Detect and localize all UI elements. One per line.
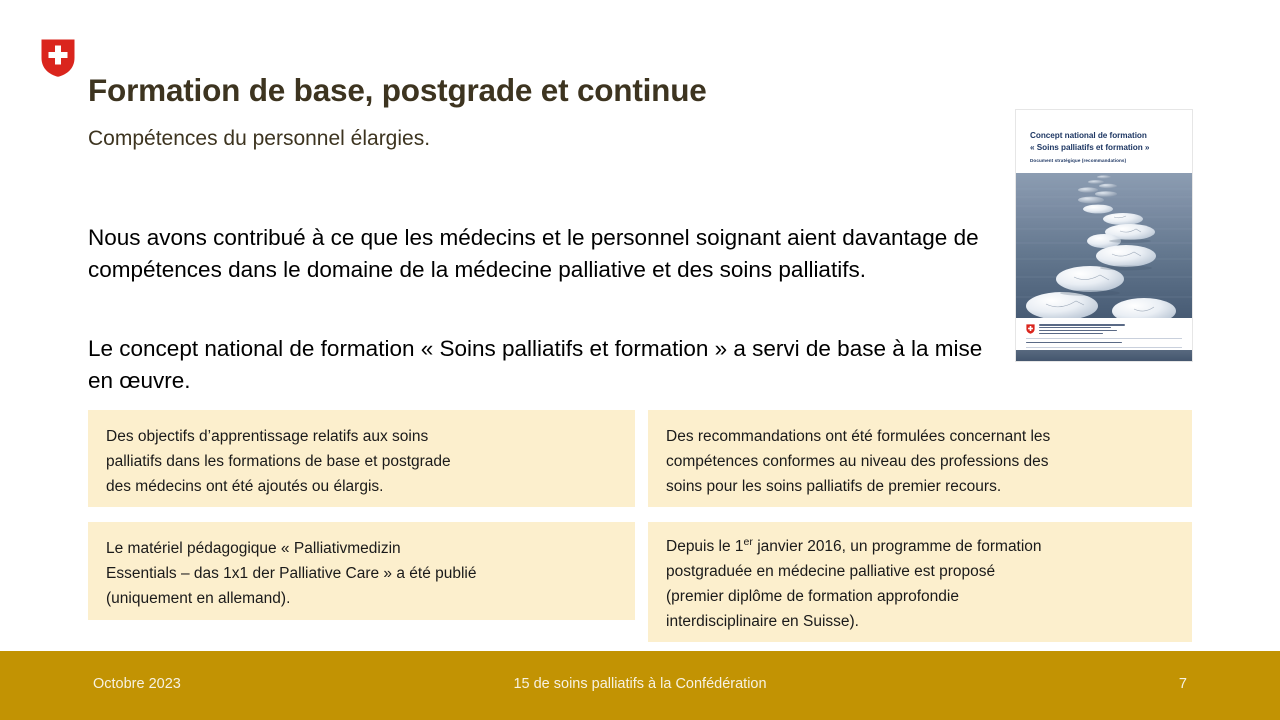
brochure-title <box>1030 130 1178 153</box>
ordinal-suffix-er: er <box>743 535 753 548</box>
fact-box-line: des médecins ont été ajoutés ou élargis. <box>106 478 384 496</box>
fact-box-line: Le matériel pédagogique « Palliativmedizin <box>106 540 401 557</box>
ordinal-prefix: Depuis le 1 <box>666 538 744 555</box>
page-title: Formation de base, postgrade et continue <box>88 72 707 108</box>
fact-box-line: Des recommandations ont été formulées concernant les <box>666 428 1051 445</box>
ordinal-rest: janvier 2016, un programme de formation <box>752 538 1042 555</box>
fact-box-objectifs-apprentissage <box>88 410 635 507</box>
brochure-header <box>1016 110 1192 173</box>
fact-box-line: (uniquement en allemand). <box>106 590 291 608</box>
brochure-cover-thumbnail <box>1016 110 1192 361</box>
fact-box-line: postgraduée en médecine palliative est proposé <box>666 563 996 581</box>
fact-box-line: interdisciplinaire en Suisse). <box>666 613 859 631</box>
office-line-1 <box>1026 342 1122 344</box>
footer-date: Octobre 2023 <box>93 676 181 692</box>
stepping-stones-over-water-photo <box>1016 173 1192 318</box>
fact-box-line: Essentials – das 1x1 der Palliative Care » a été publié <box>106 565 477 583</box>
body-paragraph-1: Nous avons contribué à ce que les médecins et le personnel soignant aient davantage de compétences dans le domaine de la médecine palliative et des soins palliatifs. <box>88 225 979 282</box>
fact-box-formation-postgraduee <box>648 522 1192 642</box>
fact-box-line: (premier diplôme de formation approfondie <box>666 588 959 606</box>
confederation-wordmark-placeholder <box>1039 323 1125 334</box>
brochure-bottom-band <box>1016 350 1192 361</box>
fact-box-line: Des objectifs d’apprentissage relatifs aux soins <box>106 428 429 445</box>
fact-box-line: palliatifs dans les formations de base et postgrade <box>106 453 451 471</box>
fact-box-materiel-pedagogique <box>88 522 635 620</box>
fact-box-line: soins pour les soins palliatifs de premier recours. <box>666 478 1002 496</box>
brochure-title-line-2: « Soins palliatifs et formation » <box>1030 142 1150 152</box>
body-paragraph-2: Le concept national de formation « Soins palliatifs et formation » a servi de base à la mise en œuvre. <box>88 336 983 393</box>
divider <box>1026 347 1182 348</box>
swiss-coat-of-arms-icon <box>1026 324 1035 334</box>
fact-box-line: compétences conformes au niveau des professions des <box>666 453 1049 471</box>
footer-page-number: 7 <box>1178 676 1187 692</box>
brochure-title-line-1: Concept national de formation <box>1030 131 1147 140</box>
fact-box-recommandations <box>648 410 1192 507</box>
fact-box-line-ordinal <box>666 534 1174 559</box>
slide-footer <box>0 651 1280 720</box>
divider <box>1026 338 1182 339</box>
page-subtitle: Compétences du personnel élargies. <box>88 127 431 150</box>
footer-deck-title: 15 de soins palliatifs à la Confédération <box>513 676 767 692</box>
swiss-coat-of-arms-icon <box>40 38 76 78</box>
brochure-subtitle: Document stratégique (recommandations) <box>1030 158 1127 164</box>
